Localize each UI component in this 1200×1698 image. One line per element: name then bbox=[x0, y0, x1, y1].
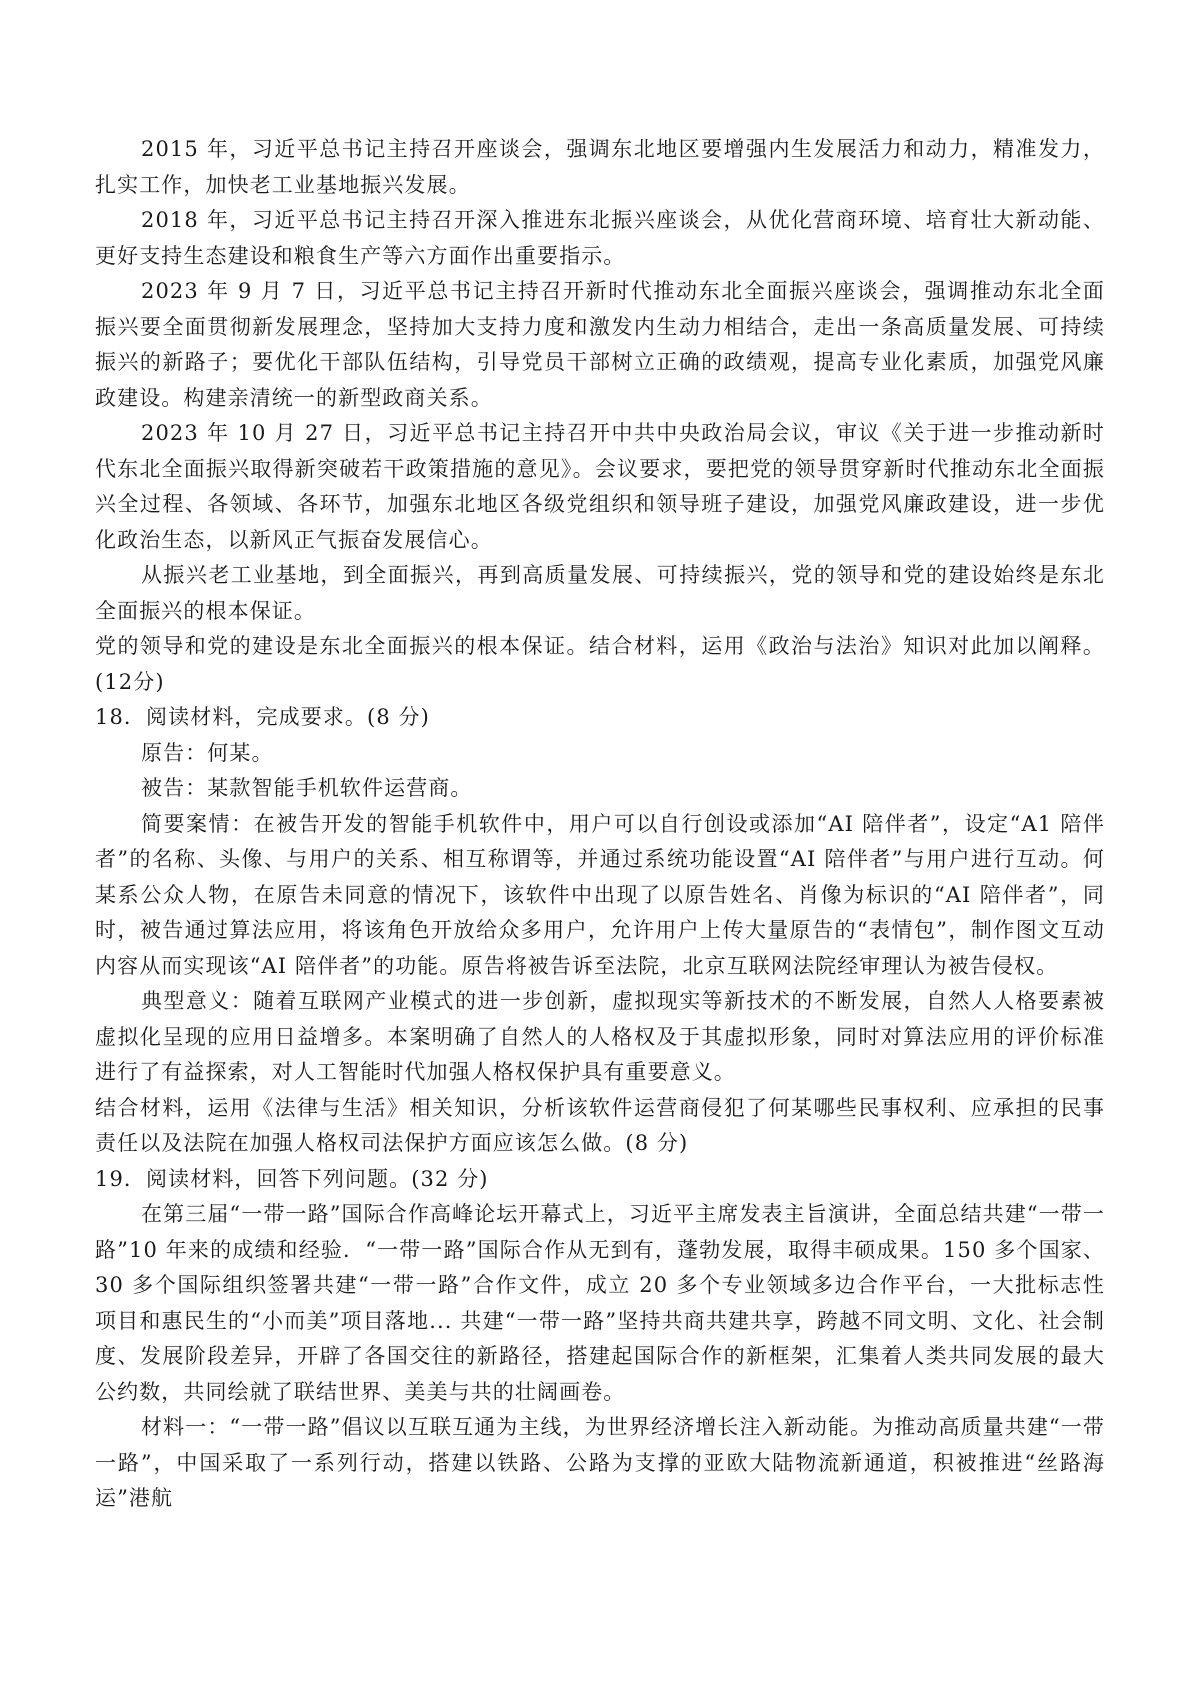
q17-paragraph-5: 从振兴老工业基地，到全面振兴，再到高质量发展、可持续振兴，党的领导和党的建设始终是东北全面振兴的根本保证。 bbox=[95, 563, 1105, 623]
q17-paragraph-1: 2015 年，习近平总书记主持召开座谈会，强调东北地区要增强内生发展活力和动力，精准发力，扎实工作，加快老工业基地振兴发展。 bbox=[95, 137, 1105, 197]
q17-paragraph-3: 2023 年 9 月 7 日，习近平总书记主持召开新时代推动东北全面振兴座谈会，强调推动东北全面振兴要全面贯彻新发展理念，坚持加大支持力度和激发内生动力相结合，走出一条高质量发展、可持续振兴的新路子；要优化干部队伍结构，引导党员干部树立正确的政绩观，提高专业化素质，加强党风廉政建设。构建亲清统一的新型政商关系。 bbox=[95, 279, 1105, 410]
q18-case-summary: 简要案情：在被告开发的智能手机软件中，用户可以自行创设或添加“AI 陪伴者”，设定“A1 陪伴者”的名称、头像、与用户的关系、相互称谓等，并通过系统功能设置“AI 陪伴者”与用户进行互动。何某系公众人物，在原告未同意的情况下，该软件中出现了以原告姓名、肖像为标识的“AI 陪伴者”，同时，被告通过算法应用，将该角色开放给众多用户，允许用户上传大量原告的“表情包”，制作图文互动内容从而实现该“AI 陪伴者”的功能。原告将被告诉至法院，北京互联网法院经审理认为被告侵权。 bbox=[95, 811, 1105, 978]
q19-material-1: 材料一：“一带一路”倡议以互联互通为主线，为世界经济增长注入新动能。为推动高质量共建“一带一路”，中国采取了一系列行动，搭建以铁路、公路为支撑的亚欧大陆物流新通道，积被推进“丝路海运”港航 bbox=[95, 1415, 1105, 1510]
q18-defendant: 被告：某款智能手机软件运营商。 bbox=[141, 776, 473, 800]
q19-paragraph-1: 在第三届“一带一路”国际合作高峰论坛开幕式上，习近平主席发表主旨演讲，全面总结共建“一带一路”10 年来的成绩和经验．“一带一路”国际合作从无到有，蓬勃发展，取得丰硕成果。150 多个国家、30 多个国际组织签署共建“一带一路”合作文件，成立 20 多个专业领域多边合作平台，一大批标志性项目和惠民生的“小而美”项目落地... 共建“一带一路”坚持共商共建共享，跨越不同文明、文化、社会制度、发展阶段差异，开辟了各国交往的新路径，搭建起国际合作的新框架，汇集着人类共同发展的最大公约数，共同绘就了联结世界、美美与共的壮阔画卷。 bbox=[95, 1202, 1105, 1404]
q18-significance: 典型意义：随着互联网产业模式的进一步创新，虚拟现实等新技术的不断发展，自然人人格要素被虚拟化呈现的应用日益增多。本案明确了自然人的人格权及于其虚拟形象，同时对算法应用的评价标准进行了有益探索，对人工智能时代加强人格权保护具有重要意义。 bbox=[95, 989, 1105, 1084]
q17-paragraph-2: 2018 年，习近平总书记主持召开深入推进东北振兴座谈会，从优化营商环境、培育壮大新动能、更好支持生态建设和粮食生产等六方面作出重要指示。 bbox=[95, 208, 1105, 268]
q18-plaintiff: 原告：何某。 bbox=[141, 740, 274, 765]
q18-question: 结合材料，运用《法律与生活》相关知识，分析该软件运营商侵犯了何某哪些民事权利、应承担的民事责任以及法院在加强人格权司法保护方面应该怎么做。(8 分) bbox=[95, 1095, 1105, 1155]
q19-heading: 19．阅读材料，回答下列问题。(32 分) bbox=[95, 1166, 489, 1191]
q17-question: 党的领导和党的建设是东北全面振兴的根本保证。结合材料，运用《政治与法治》知识对此加以阐释。(12分) bbox=[95, 634, 1105, 694]
q18-heading: 18．阅读材料，完成要求。(8 分) bbox=[95, 705, 430, 729]
q17-paragraph-4: 2023 年 10 月 27 日，习近平总书记主持召开中共中央政治局会议，审议《关于进一步推动新时代东北全面振兴取得新突破若干政策措施的意见》。会议要求，要把党的领导贯穿新时代推动东北全面振兴全过程、各领域、各环节，加强东北地区各级党组织和领导班子建设，加强党风廉政建设，进一步优化政治生态，以新风正气振奋发展信心。 bbox=[95, 421, 1105, 552]
